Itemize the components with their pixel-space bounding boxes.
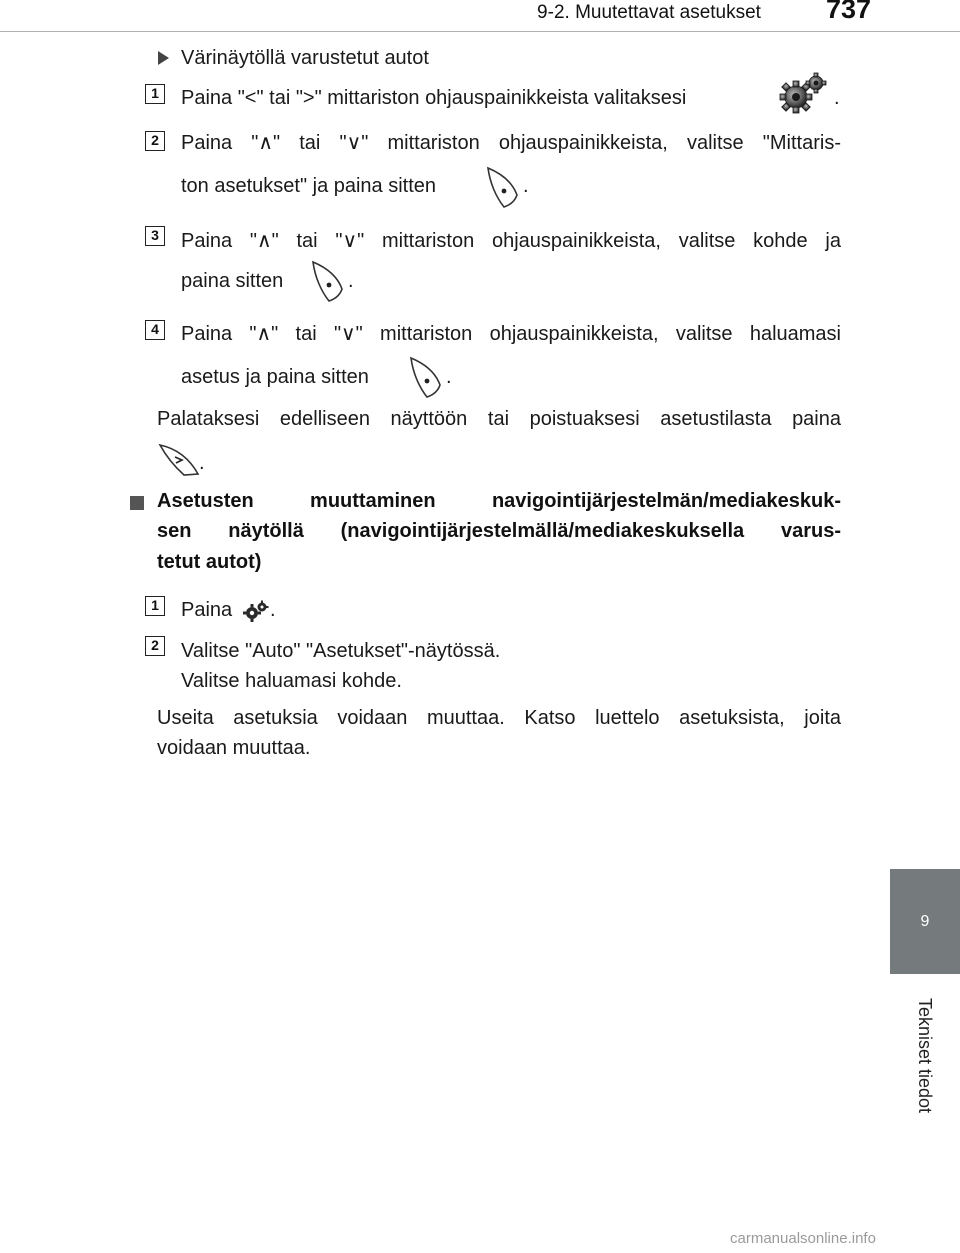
step-text: Valitse haluamasi kohde.	[181, 670, 402, 692]
step-text: Paina "<" tai ">" mittariston ohjauspainikkeista valitaksesi	[181, 87, 687, 109]
step-text: Paina "∧" tai "∨" mittariston ohjauspainikkeista, valitse kohde ja	[181, 230, 841, 252]
settings-gears-icon	[243, 600, 269, 622]
step-text: Paina	[181, 599, 233, 621]
enter-button-icon	[482, 165, 522, 209]
step-text-end: .	[348, 270, 354, 292]
step-text-end: .	[834, 87, 840, 109]
nav-heading: sen näytöllä (navigointijärjestelmällä/mediakeskuksella varus-	[157, 520, 841, 542]
back-button-icon	[158, 442, 202, 478]
step-number: 2	[145, 131, 165, 151]
step-number: 4	[145, 320, 165, 340]
step-number: 2	[145, 636, 165, 656]
enter-button-icon	[405, 355, 445, 399]
chapter-title: Tekniset tiedot	[915, 997, 936, 1113]
enter-button-icon	[307, 259, 347, 303]
back-note: Palataksesi edelliseen näyttöön tai poistuaksesi asetustilasta paina	[157, 408, 841, 430]
nav-note: voidaan muuttaa.	[157, 737, 311, 759]
heading-bullet-icon	[130, 496, 144, 510]
chapter-number: 9	[920, 912, 930, 930]
step-text: Valitse "Auto" "Asetukset"-näytössä.	[181, 640, 501, 662]
watermark: carmanualsonline.info	[730, 1230, 876, 1247]
nav-note: Useita asetuksia voidaan muuttaa. Katso luettelo asetuksista, joita	[157, 707, 841, 729]
chapter-tab	[890, 869, 960, 974]
step-text: paina sitten	[181, 270, 284, 292]
back-note-end: .	[199, 452, 205, 474]
page-number: 737	[826, 0, 872, 24]
meter-subtitle: Värinäytöllä varustetut autot	[181, 47, 429, 69]
step-text: ton asetukset" ja paina sitten	[181, 175, 437, 197]
step-number: 3	[145, 226, 165, 246]
step-number: 1	[145, 84, 165, 104]
step-text-end: .	[446, 366, 452, 388]
header-divider	[0, 31, 960, 32]
chapter-label	[890, 985, 960, 1125]
step-number: 1	[145, 596, 165, 616]
subtitle-arrow-icon	[158, 51, 169, 65]
nav-heading: Asetusten muuttaminen navigointijärjestelmän/mediakeskuk-	[157, 490, 841, 512]
gear-settings-icon	[776, 72, 830, 114]
nav-heading: tetut autot)	[157, 551, 262, 573]
step-text: asetus ja paina sitten	[181, 366, 369, 388]
step-text-end: .	[270, 599, 276, 621]
section-title: 9-2. Muutettavat asetukset	[537, 2, 761, 23]
step-text: Paina "∧" tai "∨" mittariston ohjauspainikkeista, valitse haluamasi	[181, 323, 841, 345]
step-text: Paina "∧" tai "∨" mittariston ohjauspainikkeista, valitse "Mittaris-	[181, 132, 841, 154]
step-text-end: .	[523, 175, 529, 197]
